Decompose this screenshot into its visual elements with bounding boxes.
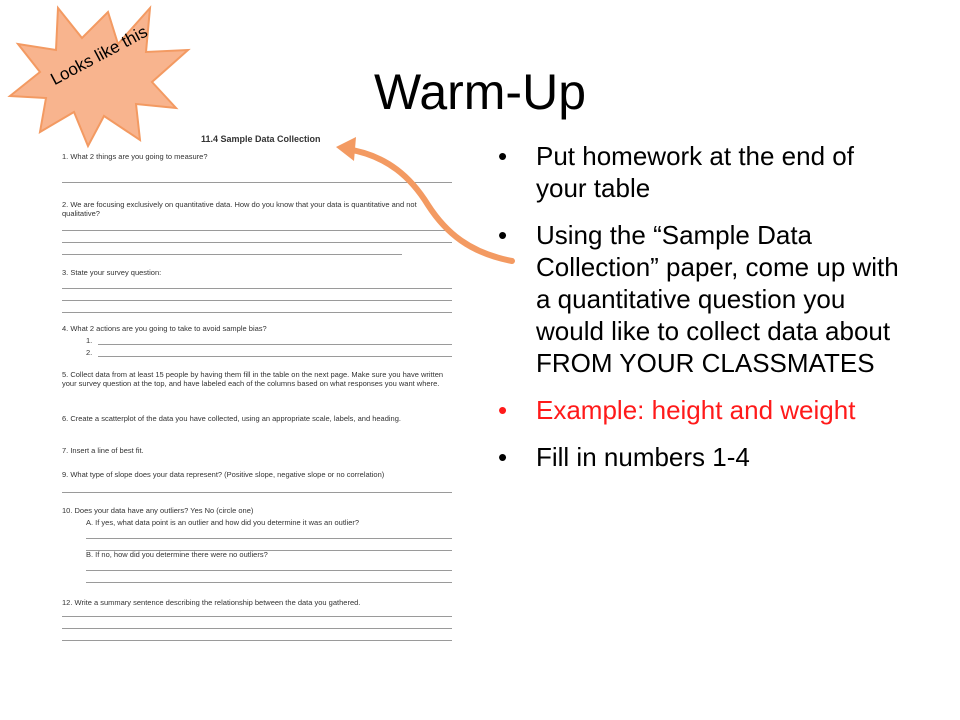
- worksheet-item: 3. State your survey question:: [62, 268, 162, 277]
- bullet-text: Using the “Sample Data Collection” paper, come up with a quantitative question you would like to collect data about FROM YOUR CLASSMATES: [536, 220, 899, 378]
- bullet-marker: •: [498, 220, 508, 250]
- worksheet-subitem: 2.: [86, 348, 93, 357]
- bullet-marker: •: [498, 442, 508, 472]
- bullet-text: Fill in numbers 1-4: [536, 442, 750, 472]
- answer-line: [86, 570, 452, 571]
- worksheet-item: 4. What 2 actions are you going to take to avoid sample bias?: [62, 324, 267, 333]
- bullet-list: [498, 140, 908, 488]
- answer-line: [98, 344, 452, 345]
- bullet-item-example: [498, 394, 908, 426]
- curved-arrow-icon: [330, 135, 520, 265]
- worksheet-item: 10. Does your data have any outliers? Yes No (circle one): [62, 506, 254, 515]
- bullet-item: [498, 219, 908, 379]
- answer-line: [86, 538, 452, 539]
- answer-line: [62, 300, 452, 301]
- worksheet-item: 5. Collect data from at least 15 people by having them fill in the table on the next page. Make sure you have written your survey question at the top, and have labeled each of the columns based on what responses you want where.: [62, 370, 444, 388]
- answer-line: [98, 356, 452, 357]
- bullet-marker: •: [498, 141, 508, 171]
- bullet-marker: •: [498, 395, 508, 425]
- answer-line: [86, 582, 452, 583]
- answer-line: [62, 628, 452, 629]
- worksheet-subitem: A. If yes, what data point is an outlier and how did you determine it was an outlier?: [86, 518, 360, 527]
- answer-line: [62, 640, 452, 641]
- answer-line: [62, 312, 452, 313]
- worksheet-item: 9. What type of slope does your data represent? (Positive slope, negative slope or no correlation): [62, 470, 385, 479]
- worksheet-subitem: B. If no, how did you determine there were no outliers?: [86, 550, 268, 559]
- worksheet-item: 2. We are focusing exclusively on quantitative data. How do you know that your data is quantitative and not qualitative?: [62, 200, 417, 218]
- worksheet-item: 6. Create a scatterplot of the data you have collected, using an appropriate scale, labels, and heading.: [62, 414, 401, 423]
- worksheet-item: 7. Insert a line of best fit.: [62, 446, 144, 455]
- worksheet-title: 11.4 Sample Data Collection: [201, 134, 321, 144]
- answer-line: [62, 616, 452, 617]
- worksheet-item: 12. Write a summary sentence describing the relationship between the data you gathered.: [62, 598, 361, 607]
- bullet-item: [498, 441, 908, 473]
- bullet-text: Put homework at the end of your table: [536, 141, 854, 203]
- slide-title: Warm-Up: [373, 64, 586, 120]
- bullet-item: [498, 140, 908, 204]
- answer-line: [62, 492, 452, 493]
- answer-line: [62, 288, 452, 289]
- bullet-text: Example: height and weight: [536, 395, 856, 425]
- worksheet-item: 1. What 2 things are you going to measure?: [62, 152, 208, 161]
- starburst-label: Looks like this: [47, 22, 151, 89]
- worksheet-subitem: 1.: [86, 336, 93, 345]
